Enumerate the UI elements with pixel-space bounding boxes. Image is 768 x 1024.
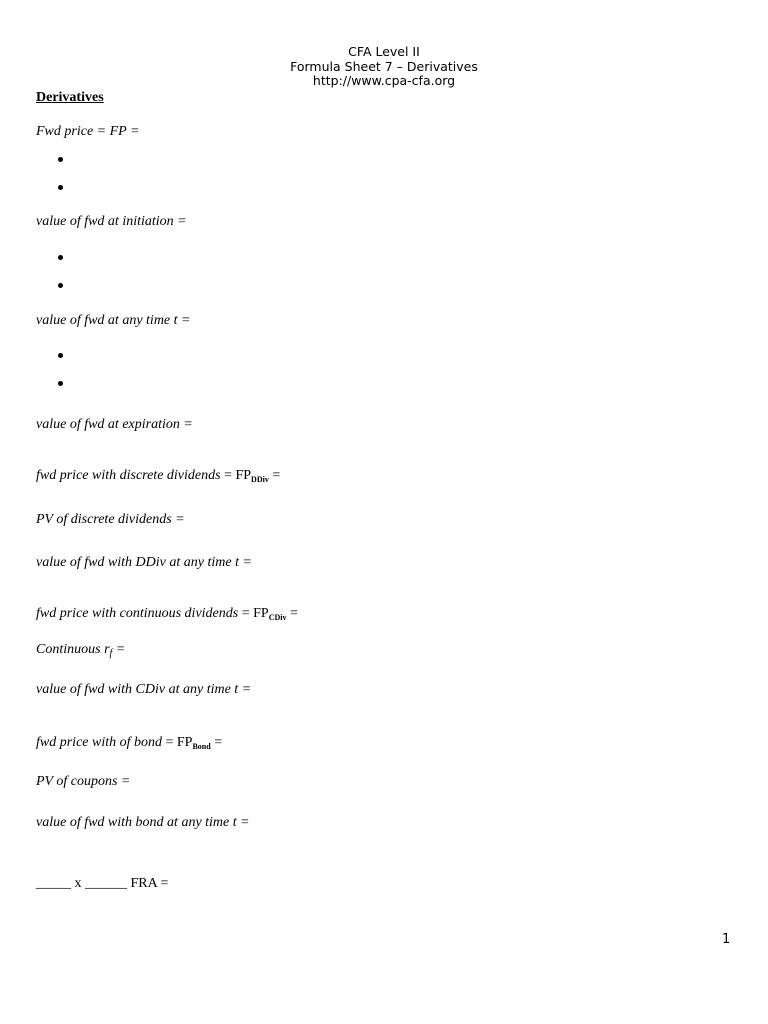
section-title: Derivatives <box>36 90 104 105</box>
header-subtitle: Formula Sheet 7 – Derivatives <box>290 58 478 74</box>
continuous-label: fwd price with continuous dividends <box>36 606 239 621</box>
bond-label: fwd price with of bond <box>36 735 162 750</box>
value-ddiv-formula: value of fwd with DDiv at any time t = <box>36 555 252 570</box>
bullet-icon <box>56 156 64 164</box>
discrete-eq: = FP <box>220 468 252 483</box>
continuous-rf-tail: = <box>112 642 126 657</box>
bullet-icon <box>56 352 64 360</box>
continuous-sub: CDiv <box>268 613 287 622</box>
continuous-tail: = <box>286 606 298 621</box>
continuous-dividends-formula <box>36 606 298 622</box>
bond-fwd-price-formula <box>36 735 222 751</box>
continuous-rf-label: Continuous r <box>36 642 110 657</box>
bond-sub: Bond <box>192 742 211 751</box>
page-number: 1 <box>722 932 731 947</box>
bullet-icon <box>56 184 64 192</box>
value-any-time-formula: value of fwd at any time t = <box>36 313 191 328</box>
bullet-icon <box>56 254 64 262</box>
value-cdiv-formula: value of fwd with CDiv at any time t = <box>36 682 252 697</box>
pv-discrete-dividends-formula: PV of discrete dividends = <box>36 512 185 527</box>
continuous-rf-formula <box>36 642 125 658</box>
header-url: http://www.cpa-cfa.org <box>312 73 456 88</box>
discrete-sub: DDiv <box>251 475 269 484</box>
value-bond-formula: value of fwd with bond at any time t = <box>36 815 250 830</box>
discrete-dividends-formula <box>36 468 280 484</box>
fwd-price-formula: Fwd price = FP = <box>36 124 140 139</box>
continuous-rf-sub: f <box>109 648 113 659</box>
value-at-initiation-formula: value of fwd at initiation = <box>36 214 187 229</box>
discrete-tail: = <box>268 468 281 483</box>
discrete-label: fwd price with discrete dividends <box>36 468 221 483</box>
bond-tail: = <box>210 735 223 750</box>
bullet-icon <box>56 380 64 388</box>
fra-formula: _____ x ______ FRA = <box>36 876 169 891</box>
pv-coupons-formula: PV of coupons = <box>36 774 131 789</box>
bullet-icon <box>56 282 64 290</box>
continuous-eq: = FP <box>238 606 269 621</box>
bond-eq: = FP <box>162 735 193 750</box>
value-at-expiration-formula: value of fwd at expiration = <box>36 417 193 432</box>
header-title: CFA Level II <box>348 44 420 59</box>
page-header <box>0 45 768 89</box>
